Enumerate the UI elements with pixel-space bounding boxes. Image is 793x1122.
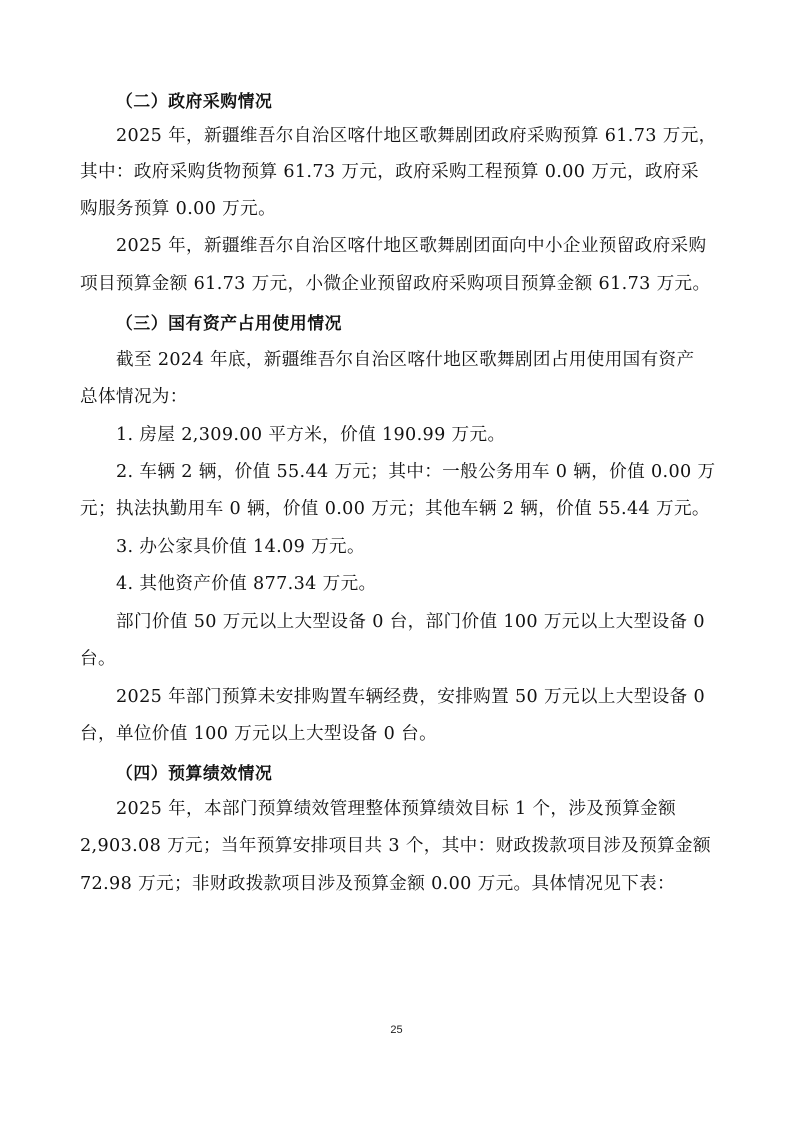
paragraph-line: 台，单位价值 100 万元以上大型设备 0 台。: [80, 724, 438, 744]
paragraph-line: 截至 2024 年底，新疆维吾尔自治区喀什地区歌舞剧团占用使用国有资产: [116, 350, 695, 370]
paragraph-line: 2025 年部门预算未安排购置车辆经费，安排购置 50 万元以上大型设备 0: [116, 687, 706, 707]
paragraph-line: 2025 年，新疆维吾尔自治区喀什地区歌舞剧团面向中小企业预留政府采购: [116, 236, 707, 256]
paragraph-line: 购服务预算 0.00 万元。: [80, 199, 277, 219]
page-number: 25: [390, 1024, 403, 1036]
paragraph-line: 1. 房屋 2,309.00 平方米，价值 190.99 万元。: [116, 425, 506, 445]
section-heading-performance: （四）预算绩效情况: [116, 763, 273, 783]
paragraph-line: 元；执法执勤用车 0 辆，价值 0.00 万元；其他车辆 2 辆，价值 55.44 万元。: [80, 499, 710, 519]
section-heading-assets: （三）国有资产占用使用情况: [116, 313, 342, 333]
paragraph-line: 部门价值 50 万元以上大型设备 0 台，部门价值 100 万元以上大型设备 0: [116, 612, 705, 632]
paragraph-line: 2025 年，本部门预算绩效管理整体预算绩效目标 1 个，涉及预算金额: [116, 799, 677, 819]
paragraph-line: 72.98 万元；非财政拨款项目涉及预算金额 0.00 万元。具体情况见下表：: [80, 874, 676, 894]
paragraph-line: 2. 车辆 2 辆，价值 55.44 万元；其中：一般公务用车 0 辆，价值 0.00 万: [116, 462, 716, 482]
paragraph-line: 项目预算金额 61.73 万元，小微企业预留政府采购项目预算金额 61.73 万元。: [80, 274, 711, 294]
section-heading-procurement: （二）政府采购情况: [116, 91, 273, 111]
paragraph-line: 3. 办公家具价值 14.09 万元。: [116, 537, 365, 557]
paragraph-line: 4. 其他资产价值 877.34 万元。: [116, 574, 377, 594]
paragraph-line: 2025 年，新疆维吾尔自治区喀什地区歌舞剧团政府采购预算 61.73 万元，: [116, 126, 717, 146]
paragraph-line: 台。: [80, 649, 116, 669]
paragraph-line: 其中：政府采购货物预算 61.73 万元，政府采购工程预算 0.00 万元，政府采: [80, 162, 699, 182]
paragraph-line: 总体情况为：: [80, 387, 188, 407]
paragraph-line: 2,903.08 万元；当年预算安排项目共 3 个，其中：财政拨款项目涉及预算金额: [80, 836, 711, 856]
